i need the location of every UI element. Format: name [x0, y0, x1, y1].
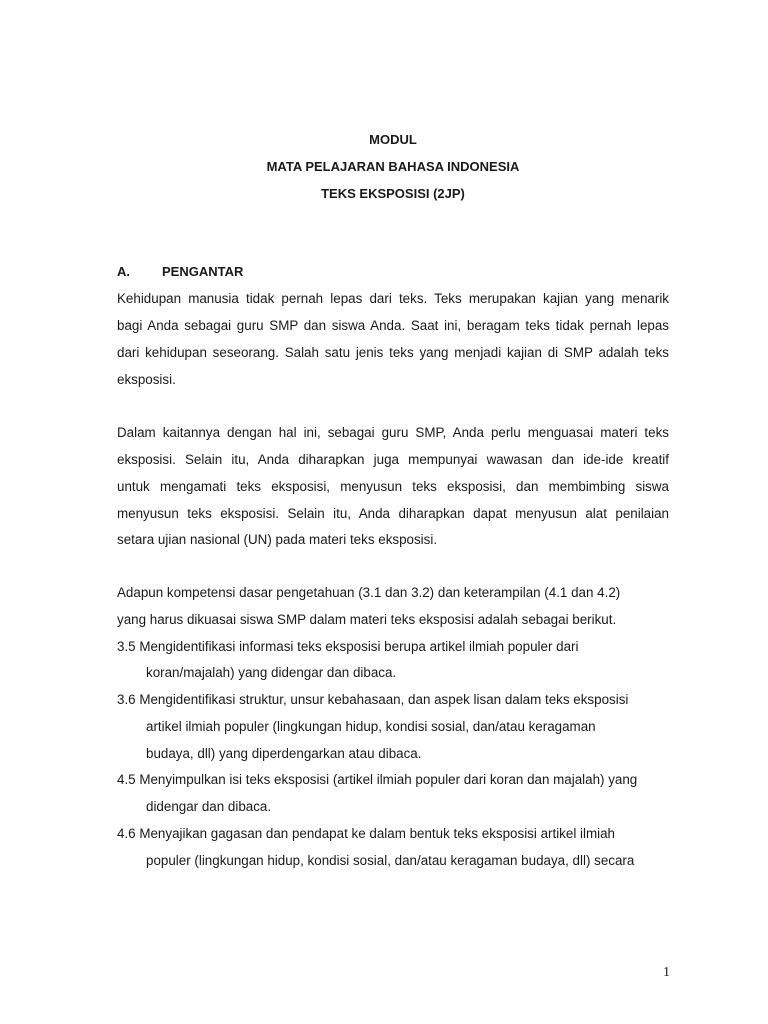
paragraph-line: Kehidupan manusia tidak pernah lepas dari teks. Teks merupakan kajian yang menarik: [117, 291, 669, 306]
paragraph-line: setara ujian nasional (UN) pada materi teks eksposisi.: [117, 532, 438, 547]
paragraph-line: Adapun kompetensi dasar pengetahuan (3.1 dan 3.2) dan keterampilan (4.1 dan 4.2): [117, 585, 621, 600]
paragraph-line: bagi Anda sebagai guru SMP dan siswa Anda. Saat ini, beragam teks tidak pernah lepas: [117, 318, 669, 333]
competency-continuation: artikel ilmiah populer (lingkungan hidup, kondisi sosial, dan/atau keragaman: [146, 719, 596, 734]
paragraph-line: menyusun teks eksposisi. Selain itu, Anda diharapkan dapat menyusun alat penilaian: [117, 506, 669, 521]
subject-title: MATA PELAJARAN BAHASA INDONESIA: [266, 159, 520, 174]
topic-title: TEKS EKSPOSISI (2JP): [321, 186, 465, 201]
competency-item: 3.5 Mengidentifikasi informasi teks eksposisi berupa artikel ilmiah populer dari: [117, 639, 579, 654]
competency-item: 3.6 Mengidentifikasi struktur, unsur kebahasaan, dan aspek lisan dalam teks eksposisi: [117, 692, 629, 707]
paragraph-line: eksposisi. Selain itu, Anda diharapkan juga mempunyai wawasan dan ide-ide kreatif: [117, 452, 669, 467]
competency-item: 4.6 Menyajikan gagasan dan pendapat ke dalam bentuk teks eksposisi artikel ilmiah: [117, 826, 615, 841]
section-number: A.: [117, 264, 130, 279]
page-number: 1: [663, 965, 670, 980]
competency-item: 4.5 Menyimpulkan isi teks eksposisi (artikel ilmiah populer dari koran dan majalah) yang: [117, 772, 638, 787]
paragraph-line: yang harus dikuasai siswa SMP dalam materi teks eksposisi adalah sebagai berikut.: [117, 612, 617, 627]
competency-continuation: populer (lingkungan hidup, kondisi sosial, dan/atau keragaman budaya, dll) secara: [146, 853, 635, 868]
competency-continuation: koran/majalah) yang didengar dan dibaca.: [146, 665, 397, 680]
paragraph-line: untuk mengamati teks eksposisi, menyusun teks eksposisi, dan membimbing siswa: [117, 479, 669, 494]
competency-continuation: budaya, dll) yang diperdengarkan atau dibaca.: [146, 746, 422, 761]
paragraph-line: eksposisi.: [117, 372, 176, 387]
module-title: MODUL: [369, 132, 417, 147]
paragraph-line: dari kehidupan seseorang. Salah satu jenis teks yang menjadi kajian di SMP adalah teks: [117, 345, 669, 360]
competency-continuation: didengar dan dibaca.: [146, 799, 272, 814]
section-title: PENGANTAR: [162, 264, 244, 279]
paragraph-line: Dalam kaitannya dengan hal ini, sebagai guru SMP, Anda perlu menguasai materi teks: [117, 425, 669, 440]
